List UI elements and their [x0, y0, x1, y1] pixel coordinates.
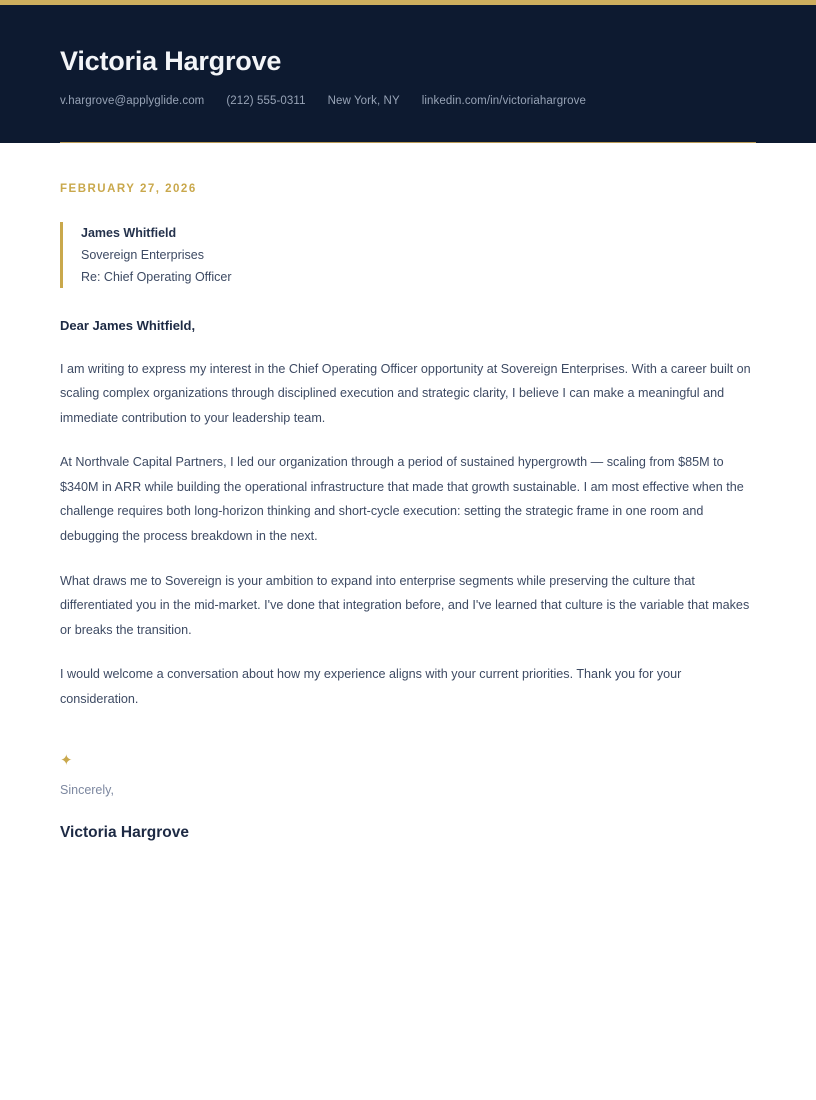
contact-phone[interactable]: (212) 555-0311: [226, 95, 306, 108]
header-divider: [60, 142, 756, 143]
recipient-block: [60, 222, 756, 288]
page-title: Victoria Hargrove: [60, 46, 282, 76]
signature-block: [60, 753, 756, 844]
letterhead-header: [0, 5, 816, 143]
body-paragraph-1: I am writing to express my interest in the Chief Operating Officer opportunity at Sovereign Enterprises. With a career built on scaling complex organizations through disciplined execution and strategic clarity, I believe I can make a meaningful and immediate contribution to your leadership team.: [60, 361, 751, 425]
recipient-subject: Re: Chief Operating Officer: [81, 270, 232, 284]
contact-location: New York, NY: [327, 95, 400, 108]
signature-name: Victoria Hargrove: [60, 824, 189, 842]
body-paragraph-4: I would welcome a conversation about how my experience aligns with your current priorities. Thank you for your consideration.: [60, 667, 682, 707]
body-paragraph-2: At Northvale Capital Partners, I led our organization through a period of sustained hypergrowth — scaling from $85M to $340M in ARR while building the operational infrastructure that made that growth sustainable. I am most effective when the challenge requires both long-horizon thinking and short-cycle execution: setting the strategic frame in one room and debugging the process breakdown in the next.: [60, 455, 744, 544]
letter-date: FEBRUARY 27, 2026: [60, 183, 197, 195]
contact-email[interactable]: v.hargrove@applyglide.com: [60, 95, 205, 108]
letter-body: [0, 143, 816, 844]
contact-linkedin[interactable]: linkedin.com/in/victoriahargrove: [421, 95, 587, 108]
signature-closing: Sincerely,: [60, 782, 114, 797]
recipient-name: James Whitfield: [81, 226, 177, 240]
salutation: Dear James Whitfield,: [60, 318, 196, 333]
sparkle-icon: ✦: [60, 751, 73, 769]
recipient-company: Sovereign Enterprises: [81, 248, 204, 262]
contact-row: [60, 94, 756, 109]
body-paragraph-3: What draws me to Sovereign is your ambition to expand into enterprise segments while preserving the culture that differentiated you in the mid-market. I've done that integration before, and I've learned that culture is the variable that makes or breaks the transition.: [60, 573, 750, 637]
